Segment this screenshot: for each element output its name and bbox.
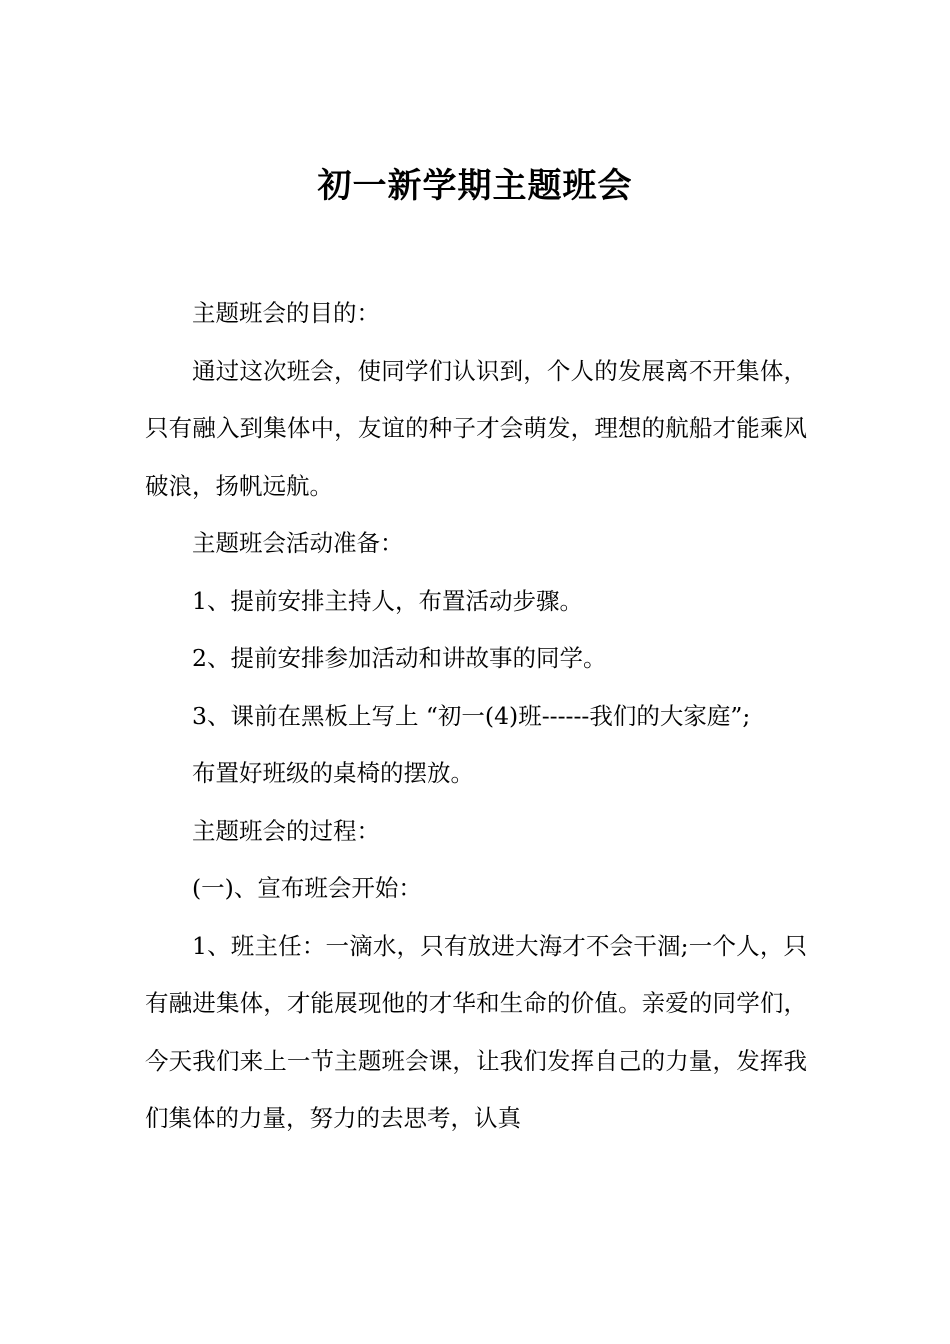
document-body <box>145 285 807 1148</box>
paragraph-purpose-text: 通过这次班会，使同学们认识到，个人的发展离不开集体，只有融入到集体中，友谊的种子才会萌发，理想的航船才能乘风破浪，扬帆远航。 <box>145 356 807 500</box>
document-title: 初一新学期主题班会 <box>317 166 633 206</box>
paragraph-teacher-speech: 1、班主任：一滴水，只有放进大海才不会干涸;一个人，只有融进集体，才能展现他的才华和生命的价值。亲爱的同学们，今天我们来上一节主题班会课，让我们发挥自己的力量，发挥我们集体的力量，努力的去思考，认真 <box>145 931 807 1132</box>
paragraph-desk-arrangement: 布置好班级的桌椅的摆放。 <box>192 759 474 787</box>
paragraph-preparation-heading: 主题班会活动准备： <box>192 529 404 557</box>
paragraph-preparation-item-1: 1、提前安排主持人，布置活动步骤。 <box>192 586 583 615</box>
paragraph-preparation-item-2: 2、提前安排参加活动和讲故事的同学。 <box>192 644 607 672</box>
paragraph-purpose-heading: 主题班会的目的： <box>192 299 380 327</box>
paragraph-section-one-heading: (一)、宣布班会开始： <box>192 874 422 902</box>
paragraph-preparation-item-3: 3、课前在黑板上写上 “初一(4)班------我们的大家庭”; <box>192 701 751 730</box>
paragraph-process-heading: 主题班会的过程： <box>192 816 380 845</box>
